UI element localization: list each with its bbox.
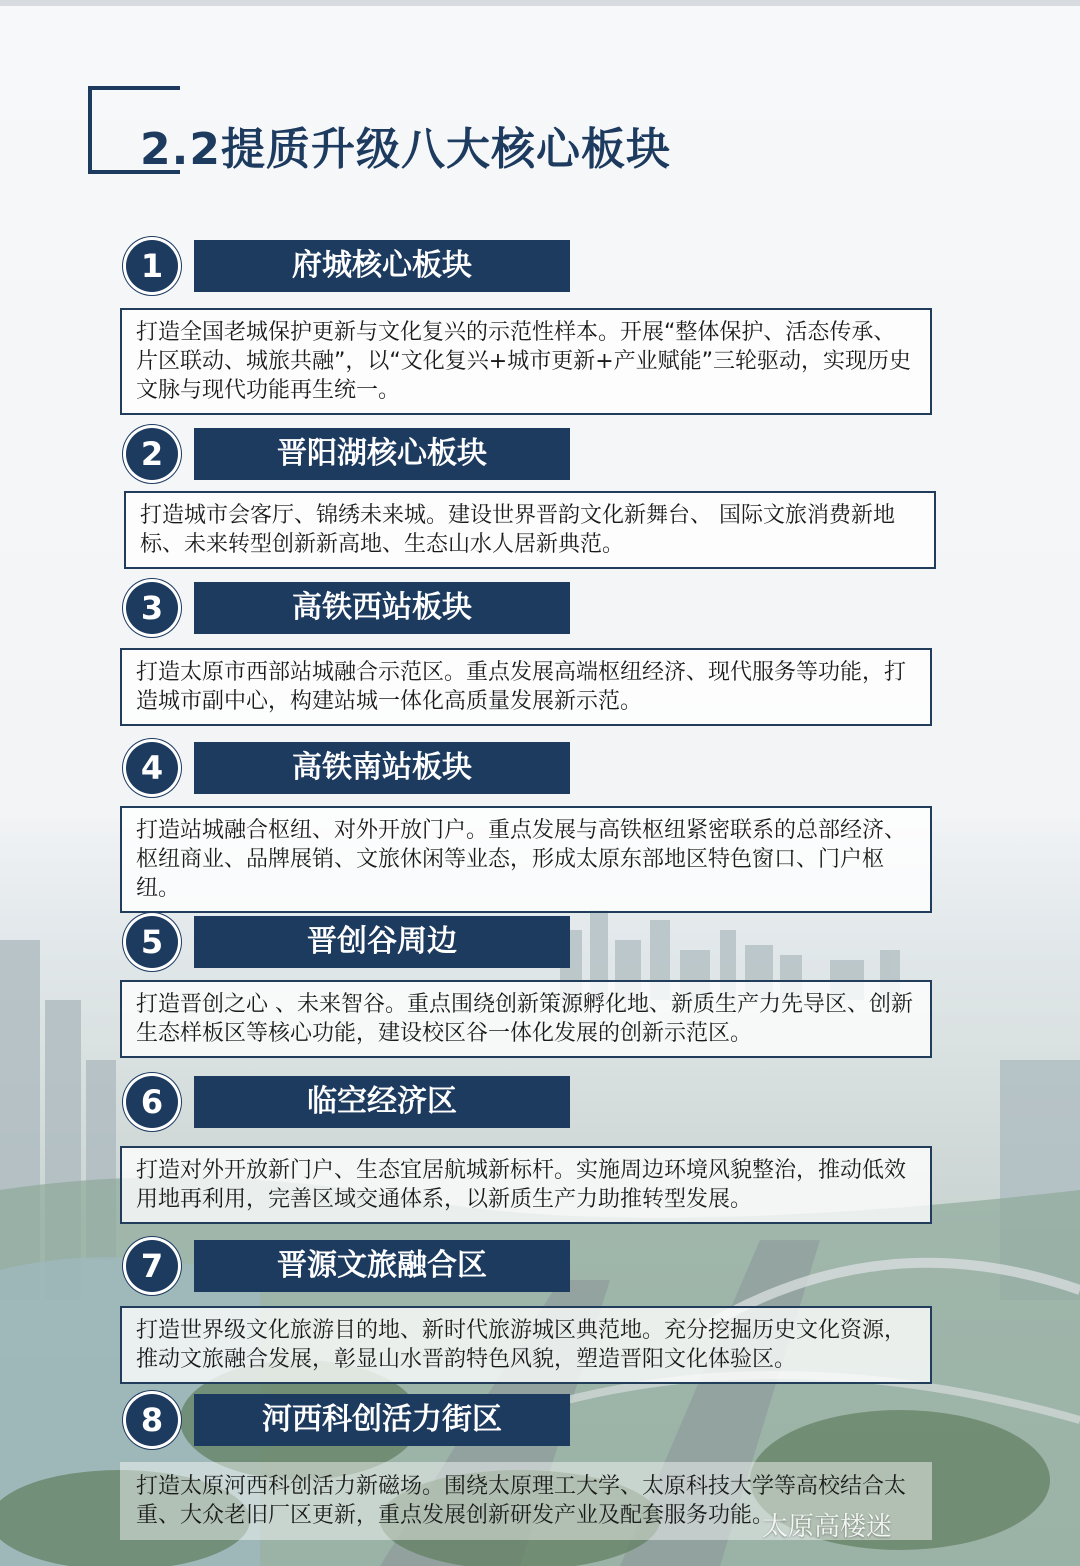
section-number-badge: 6 (126, 1076, 178, 1128)
section-heading: 晋源文旅融合区 (194, 1240, 570, 1292)
section-description: 打造太原河西科创活力新磁场。围绕太原理工大学、太原科技大学等高校结合太重、大众老旧厂区更新，重点发展创新研发产业及配套服务功能。 (120, 1462, 932, 1540)
section-heading: 河西科创活力街区 (194, 1394, 570, 1446)
section-description: 打造全国老城保护更新与文化复兴的示范性样本。开展“整体保护、活态传承、片区联动、城旅共融”，以“文化复兴+城市更新+产业赋能”三轮驱动，实现历史文脉与现代功能再生统一。 (120, 308, 932, 415)
section-description: 打造太原市西部站城融合示范区。重点发展高端枢纽经济、现代服务等功能，打造城市副中心，构建站城一体化高质量发展新示范。 (120, 648, 932, 726)
section-number-badge: 5 (126, 916, 178, 968)
section-description: 打造城市会客厅、锦绣未来城。建设世界晋韵文化新舞台、 国际文旅消费新地标、未来转型创新新高地、生态山水人居新典范。 (124, 491, 936, 569)
page-title: 2.2提质升级八大核心板块 (140, 124, 671, 175)
watermark-text: 太原高楼迷 (762, 1512, 893, 1542)
section-description: 打造站城融合枢纽、对外开放门户。重点发展与高铁枢纽紧密联系的总部经济、枢纽商业、品牌展销、文旅休闲等业态，形成太原东部地区特色窗口、门户枢纽。 (120, 806, 932, 913)
section-heading: 晋阳湖核心板块 (194, 428, 570, 480)
section-number-badge: 3 (126, 582, 178, 634)
section-heading: 府城核心板块 (194, 240, 570, 292)
section-heading: 高铁西站板块 (194, 582, 570, 634)
section-number-badge: 4 (126, 742, 178, 794)
section-heading: 高铁南站板块 (194, 742, 570, 794)
section-heading: 晋创谷周边 (194, 916, 570, 968)
section-description: 打造对外开放新门户、生态宜居航城新标杆。实施周边环境风貌整治，推动低效用地再利用，完善区域交通体系，以新质生产力助推转型发展。 (120, 1146, 932, 1224)
section-number-badge: 7 (126, 1240, 178, 1292)
section-number-badge: 2 (126, 428, 178, 480)
section-description: 打造晋创之心 、未来智谷。重点围绕创新策源孵化地、新质生产力先导区、创新生态样板区等核心功能，建设校区谷一体化发展的创新示范区。 (120, 980, 932, 1058)
section-number-badge: 8 (126, 1394, 178, 1446)
section-description: 打造世界级文化旅游目的地、新时代旅游城区典范地。充分挖掘历史文化资源，推动文旅融合发展，彰显山水晋韵特色风貌，塑造晋阳文化体验区。 (120, 1306, 932, 1384)
section-heading: 临空经济区 (194, 1076, 570, 1128)
section-number-badge: 1 (126, 240, 178, 292)
top-divider (0, 0, 1080, 6)
